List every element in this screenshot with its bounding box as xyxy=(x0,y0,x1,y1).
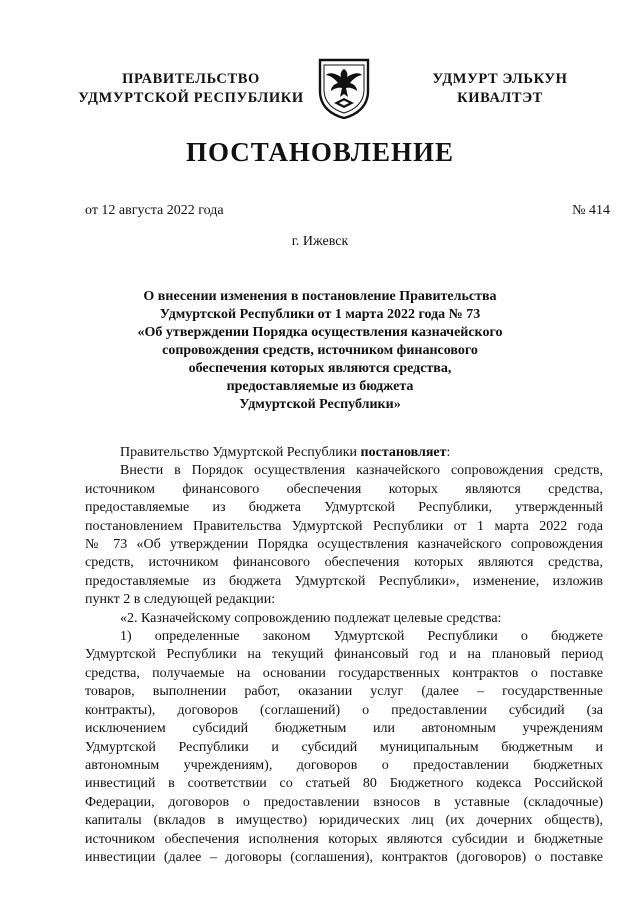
body-line: контракты), договоров (соглашений) о предоставлении субсидий (за xyxy=(85,702,603,718)
body-line: средства, получаемые на основании государственных контрактов о поставке xyxy=(85,665,603,681)
body-line: автономным учреждениям), договоров о предоставлении бюджетных xyxy=(85,757,603,773)
subject-line: предоставляемые из бюджета xyxy=(226,379,414,394)
intro-verb: постановляет xyxy=(360,445,447,460)
body-line: источником обеспечения исполнения которых являются субсидии и бюджетные xyxy=(85,831,603,847)
body-line: предоставляемые из бюджета Удмуртской Республики, утвержденный xyxy=(85,500,603,516)
header-left-line1: ПРАВИТЕЛЬСТВО xyxy=(122,71,260,87)
body-line: Удмуртской Республики и субсидий муниципальным бюджетным и xyxy=(85,739,603,755)
body-line: постановлением Правительства Удмуртской Республики от 1 марта 2022 года xyxy=(85,518,603,534)
body-line: средств, источником финансового обеспечения которых являются средства, xyxy=(85,555,603,571)
subject-line: обеспечения которых являются средства, xyxy=(188,361,452,376)
document-subject xyxy=(110,288,530,414)
subject-line: О внесении изменения в постановление Правительства xyxy=(143,289,497,304)
document-title: ПОСТАНОВЛЕНИЕ xyxy=(185,137,455,167)
document-body xyxy=(85,444,603,867)
document-date: от 12 августа 2022 года xyxy=(85,203,224,218)
intro-line xyxy=(85,444,603,462)
intro-colon: : xyxy=(446,445,451,460)
body-line: 1) определенные законом Удмуртской Республики о бюджете xyxy=(120,629,603,645)
document-city: г. Ижевск xyxy=(291,234,349,249)
subject-line: «Об утверждении Порядка осуществления казначейского xyxy=(137,325,503,340)
header-right-line2: КИВАЛТЭТ xyxy=(457,90,543,106)
body-line: исключением субсидий бюджетным или автономным учреждениям xyxy=(85,721,603,737)
header-left-line2: УДМУРТСКОЙ РЕСПУБЛИКИ xyxy=(78,90,304,106)
body-line: капиталы (вкладов в имущество) юридических лиц (их дочерних обществ), xyxy=(85,813,603,829)
government-header-ru xyxy=(60,70,322,108)
body-line: предоставляемые из бюджета Удмуртской Республики», изменение, изложив xyxy=(85,573,603,589)
body-line: инвестиций в соответствии со статьей 80 Бюджетного кодекса Российской xyxy=(85,776,603,792)
header-right-line1: УДМУРТ ЭЛЬКУН xyxy=(432,71,568,87)
body-line: инвестиции (далее – договоры (соглашения), контрактов (договоров) о поставке xyxy=(85,849,603,865)
government-header-udm xyxy=(384,70,616,108)
body-line: источником финансового обеспечения которых являются средства, xyxy=(85,481,603,497)
body-line: Удмуртской Республики на текущий финансовый год и на плановый период xyxy=(85,647,603,663)
subject-line: Удмуртской Республики от 1 марта 2022 года № 73 xyxy=(159,307,481,322)
document-number: № 414 xyxy=(572,203,610,218)
body-line: № 73 «Об утверждении Порядка осуществления казначейского сопровождения xyxy=(85,537,603,553)
subject-line: Удмуртской Республики» xyxy=(239,397,401,412)
subject-line: сопровождения средств, источником финансового xyxy=(162,343,478,358)
body-line: Внести в Порядок осуществления казначейского сопровождения средств, xyxy=(120,463,603,479)
body-line: Федерации, договоров о предоставлении взносов в уставные (складочные) xyxy=(85,794,603,810)
udmurt-coat-of-arms-icon xyxy=(316,57,372,119)
body-line: товаров, выполнении работ, оказании услуг (далее – государственные xyxy=(85,684,603,700)
intro-text: Правительство Удмуртской Республики xyxy=(120,445,361,460)
body-line: пункт 2 в следующей редакции: xyxy=(85,592,276,608)
body-line: «2. Казначейскому сопровождению подлежат целевые средства: xyxy=(120,610,502,626)
